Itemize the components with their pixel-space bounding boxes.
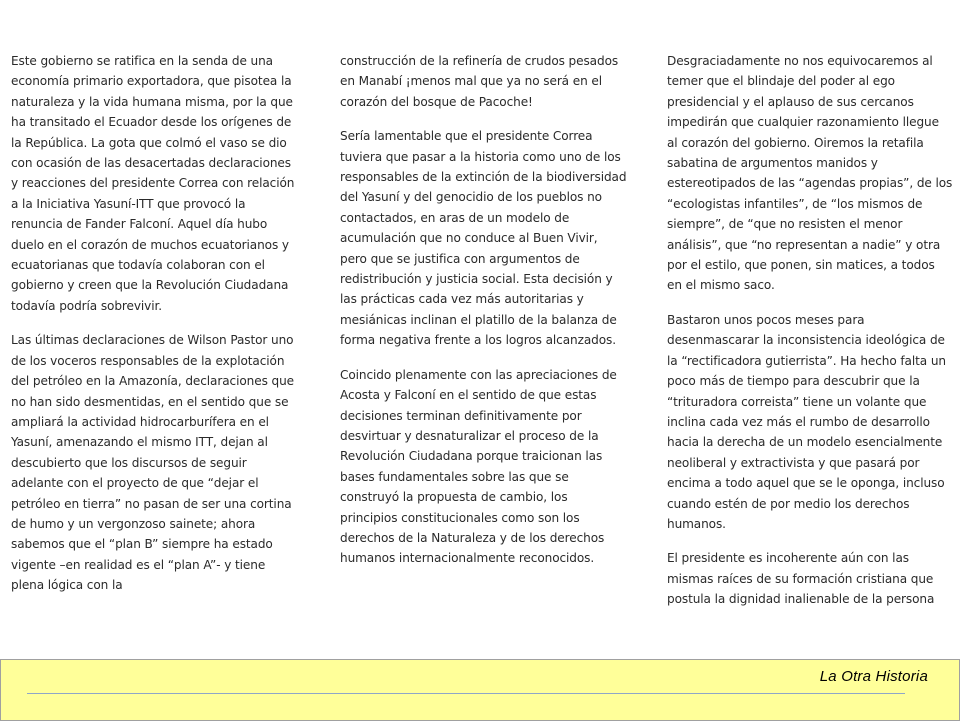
paragraph: Las últimas declaraciones de Wilson Pastor uno de los voceros responsables de la explotación del petróleo en la Amazonía, declaraciones que no han sido desmentidas, en el sentido que se ampliará la actividad hidrocarburífera en el Yasuní, amenazando el mismo ITT, dejan al descubierto que los discursos de seguir adelante con el proyecto de que “dejar el petróleo en tierra” no pasan de ser una cortina de humo y un vergonzoso sainete; ahora sabemos que el “plan B” siempre ha estado vigente –en realidad es el “plan A”- y tiene plena lógica con la <box>11 333 294 593</box>
paragraph: Coincido plenamente con las apreciaciones de Acosta y Falconí en el sentido de que estas decisiones terminan definitivamente por desvirtuar y desnaturalizar el proceso de la Revolución Ciudadana porque traicionan las bases fundamentales sobre las que se construyó la propuesta de cambio, los principios constitucionales como son los derechos de la Naturaleza y de los derechos humanos internacionalmente reconocidos. <box>340 367 617 566</box>
text-column-3 <box>667 51 953 624</box>
paragraph: Sería lamentable que el presidente Correa tuviera que pasar a la historia como uno de los responsables de la extinción de la biodiversidad del Yasuní y del genocidio de los pueblos no contactados, en aras de un modelo de acumulación que no conduce al Buen Vivir, pero que se justifica con argumentos de redistribución y justicia social. Esta decisión y las prácticas cada vez más autoritarias y mesiánicas inclinan el platillo de la balanza de forma negativa frente a los logros alcanzados. <box>340 129 627 348</box>
paragraph: Desgraciadamente no nos equivocaremos al temer que el blindaje del poder al ego presidencial y el aplauso de sus cercanos impedirán que cualquier razonamiento llegue al corazón del gobierno. Oiremos la retafila sabatina de argumentos manidos y estereotipados de las “agendas propias”, de los “ecologistas infantiles”, de “los mismos de siempre”, de “que no resisten el menor análisis”, que “no representan a nadie” y otra por el estilo, que ponen, sin matices, a todos en el mismo saco. <box>667 54 953 293</box>
paragraph: Este gobierno se ratifica en la senda de una economía primario exportadora, que pisotea la naturaleza y la vida humana misma, por la que ha transitado el Ecuador desde los orígenes de la República. La gota que colmó el vaso se dio con ocasión de las desacertadas declaraciones y reacciones del presidente Correa con relación a la Iniciativa Yasuní-ITT que provocó la renuncia de Fander Falconí. Aquel día hubo duelo en el corazón de muchos ecuatorianos y ecuatorianas que todavía colaboran con el gobierno y creen que la Revolución Ciudadana todavía podría sobrevivir. <box>11 54 295 313</box>
footer-banner <box>0 659 960 721</box>
paragraph: Bastaron unos pocos meses para desenmascarar la inconsistencia ideológica de la “rectificadora gutierrista”. Ha hecho falta un poco más de tiempo para descubrir que la “trituradora correista” tiene un volante que inclina cada vez más el rumbo de desarrollo hacia la derecha de un modelo esencialmente neoliberal y extractivista y que pasará por encima a todo aquel que se le oponga, incluso cuando estén de por medio los derechos humanos. <box>667 312 946 531</box>
footer-title: La Otra Historia <box>819 668 928 685</box>
paragraph: El presidente es incoherente aún con las mismas raíces de su formación cristiana que postula la dignidad inalienable de la persona <box>667 551 935 607</box>
text-column-2 <box>340 51 628 583</box>
text-column-1 <box>11 51 299 610</box>
paragraph: construcción de la refinería de crudos pesados en Manabí ¡menos mal que ya no será en el corazón del bosque de Pacoche! <box>340 54 619 109</box>
footer-divider <box>27 693 905 694</box>
